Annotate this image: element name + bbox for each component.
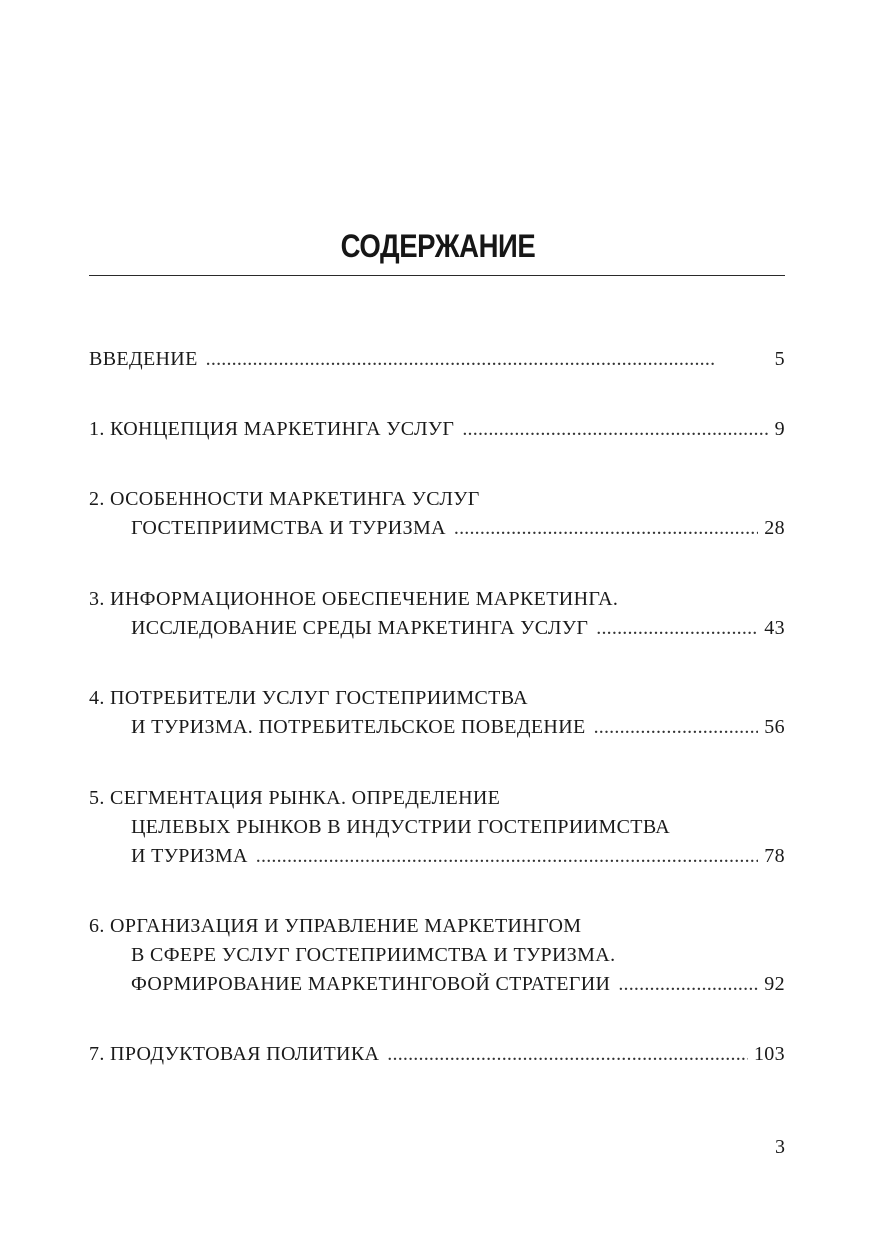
dot-leader bbox=[454, 514, 758, 543]
toc-entry-chapter-7[interactable] bbox=[89, 1040, 785, 1069]
toc-entry-page: 28 bbox=[764, 517, 785, 539]
toc-entry-title: 7. ПРОДУКТОВАЯ ПОЛИТИКА bbox=[89, 1043, 380, 1065]
toc-entry-title: 1. КОНЦЕПЦИЯ МАРКЕТИНГА УСЛУГ bbox=[89, 418, 455, 440]
toc-entry-chapter-4[interactable] bbox=[89, 684, 785, 742]
dot-leader bbox=[618, 970, 758, 999]
toc-entry-chapter-6[interactable] bbox=[89, 912, 785, 999]
toc-entry-title-continued: ГОСТЕПРИИМСТВА И ТУРИЗМА bbox=[131, 517, 446, 539]
toc-entry-chapter-3[interactable] bbox=[89, 585, 785, 643]
dot-leader bbox=[594, 713, 759, 742]
dot-leader bbox=[256, 842, 759, 871]
dot-leader bbox=[387, 1040, 748, 1069]
title-divider bbox=[89, 275, 785, 276]
toc-entry-chapter-2[interactable] bbox=[89, 485, 785, 543]
toc-entry-chapter-1[interactable] bbox=[89, 415, 785, 444]
dot-leader bbox=[462, 415, 768, 444]
toc-entry-page: 56 bbox=[764, 716, 785, 738]
toc-entry-title: 6. ОРГАНИЗАЦИЯ И УПРАВЛЕНИЕ МАРКЕТИНГОМ bbox=[89, 915, 582, 937]
toc-entry-title-continued: И ТУРИЗМА. ПОТРЕБИТЕЛЬСКОЕ ПОВЕДЕНИЕ bbox=[131, 716, 586, 738]
toc-entry-introduction[interactable] bbox=[89, 345, 785, 374]
dot-leader bbox=[206, 345, 769, 374]
toc-entry-title-continued: ИССЛЕДОВАНИЕ СРЕДЫ МАРКЕТИНГА УСЛУГ bbox=[131, 617, 589, 639]
toc-entry-page: 92 bbox=[764, 973, 785, 995]
toc-entry-page: 78 bbox=[764, 845, 785, 867]
toc-entry-title: 5. СЕГМЕНТАЦИЯ РЫНКА. ОПРЕДЕЛЕНИЕ bbox=[89, 787, 501, 809]
toc-entry-title: 2. ОСОБЕННОСТИ МАРКЕТИНГА УСЛУГ bbox=[89, 488, 480, 510]
toc-entry-title-continued: ФОРМИРОВАНИЕ МАРКЕТИНГОВОЙ СТРАТЕГИИ bbox=[131, 973, 611, 995]
page-title: СОДЕРЖАНИЕ bbox=[340, 228, 536, 264]
toc-entry-page: 9 bbox=[774, 418, 785, 440]
toc-entry-title: 4. ПОТРЕБИТЕЛИ УСЛУГ ГОСТЕПРИИМСТВА bbox=[89, 687, 528, 709]
page-number: 3 bbox=[775, 1136, 785, 1158]
toc-entry-page: 43 bbox=[764, 617, 785, 639]
toc-entry-title: ВВЕДЕНИЕ bbox=[89, 348, 198, 370]
toc-entry-page: 103 bbox=[753, 1043, 785, 1065]
dot-leader bbox=[596, 614, 758, 643]
toc-entry-title: 3. ИНФОРМАЦИОННОЕ ОБЕСПЕЧЕНИЕ МАРКЕТИНГА. bbox=[89, 588, 619, 610]
toc-entry-page: 5 bbox=[774, 348, 785, 370]
toc-entry-title-continued: В СФЕРЕ УСЛУГ ГОСТЕПРИИМСТВА И ТУРИЗМА. bbox=[131, 944, 616, 966]
toc-entry-chapter-5[interactable] bbox=[89, 784, 785, 871]
toc-entry-title-continued: ЦЕЛЕВЫХ РЫНКОВ В ИНДУСТРИИ ГОСТЕПРИИМСТВА bbox=[131, 816, 671, 838]
toc-entry-title-continued: И ТУРИЗМА bbox=[131, 845, 248, 867]
